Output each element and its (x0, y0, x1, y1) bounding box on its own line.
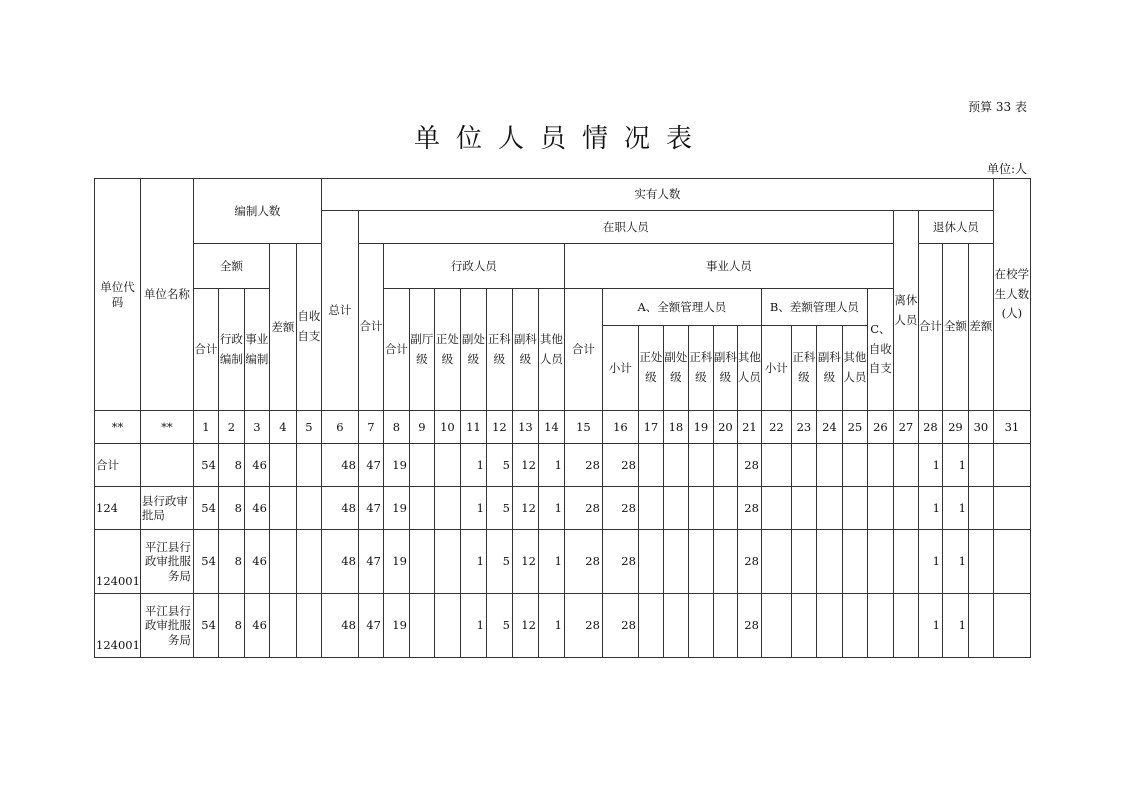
value-cell: 28 (564, 487, 602, 530)
value-cell: 47 (358, 487, 383, 530)
header-xingzheng-bianzhi: 行政编制 (218, 289, 244, 411)
table-row (95, 594, 1031, 658)
value-cell (993, 444, 1030, 487)
value-cell: 1 (918, 530, 942, 594)
value-cell: 28 (737, 530, 761, 594)
value-cell (663, 530, 688, 594)
unit-code-cell: 124001 (95, 594, 141, 658)
value-cell (968, 487, 993, 530)
value-cell: 8 (218, 530, 244, 594)
value-cell: 5 (486, 530, 512, 594)
value-cell (993, 487, 1030, 530)
value-cell (842, 487, 867, 530)
value-cell: 1 (918, 487, 942, 530)
value-cell: 46 (244, 530, 269, 594)
value-cell: 19 (383, 594, 409, 658)
unit-label: 单位:人 (986, 162, 1027, 176)
value-cell: 19 (383, 530, 409, 594)
value-cell (638, 530, 663, 594)
value-cell: 28 (602, 594, 638, 658)
value-cell: 28 (602, 530, 638, 594)
index-cell: 12 (486, 411, 512, 444)
value-cell (713, 444, 737, 487)
header-b-cha-e: B、差额管理人员 (761, 289, 867, 326)
header-shiye-renyuan: 事业人员 (564, 244, 893, 289)
value-cell: 12 (512, 594, 538, 658)
index-cell: 19 (688, 411, 713, 444)
value-cell (269, 487, 296, 530)
header-unit-code: 单位代码 (95, 179, 141, 411)
page-title: 单位人员情况表 (413, 124, 708, 154)
value-cell (842, 594, 867, 658)
value-cell: 8 (218, 487, 244, 530)
personnel-table (94, 178, 1031, 658)
value-cell (993, 530, 1030, 594)
value-cell (296, 444, 321, 487)
value-cell: 28 (737, 487, 761, 530)
value-cell: 28 (737, 444, 761, 487)
value-cell (842, 444, 867, 487)
value-cell (791, 594, 816, 658)
header-fuchu-18: 副处级 (663, 326, 688, 411)
value-cell (761, 487, 791, 530)
value-cell (409, 530, 434, 594)
unit-code-cell: 合计 (95, 444, 141, 487)
value-cell (296, 487, 321, 530)
value-cell: 1 (942, 530, 968, 594)
value-cell (791, 487, 816, 530)
index-cell: 2 (218, 411, 244, 444)
header-cha-e-30: 差额 (968, 244, 993, 411)
header-fuchu: 副处级 (460, 289, 486, 411)
value-cell: 1 (460, 444, 486, 487)
value-cell (842, 530, 867, 594)
value-cell (434, 444, 460, 487)
value-cell: 12 (512, 444, 538, 487)
value-cell: 54 (193, 444, 218, 487)
value-cell: 48 (321, 487, 358, 530)
table-row (95, 444, 1031, 487)
header-quan-e-29: 全额 (942, 244, 968, 411)
value-cell: 1 (538, 444, 564, 487)
value-cell: 1 (942, 487, 968, 530)
value-cell (867, 487, 893, 530)
header-heji-15: 合计 (564, 289, 602, 411)
header-xiaoji-16: 小计 (602, 326, 638, 411)
index-cell: 9 (409, 411, 434, 444)
unit-name-cell (140, 444, 193, 487)
index-cell: 5 (296, 411, 321, 444)
value-cell (968, 444, 993, 487)
value-cell (867, 594, 893, 658)
value-cell (663, 487, 688, 530)
header-heji-2: 合计 (193, 289, 218, 411)
index-cell: 26 (867, 411, 893, 444)
header-lixiu: 离休人员 (893, 211, 918, 411)
value-cell: 5 (486, 444, 512, 487)
value-cell: 1 (538, 530, 564, 594)
unit-name-cell: 县行政审批局 (140, 487, 193, 530)
value-cell (791, 530, 816, 594)
value-cell (688, 444, 713, 487)
value-cell: 47 (358, 444, 383, 487)
value-cell (688, 594, 713, 658)
value-cell (688, 530, 713, 594)
index-cell: 6 (321, 411, 358, 444)
index-cell: 20 (713, 411, 737, 444)
header-a-quan-e: A、全额管理人员 (602, 289, 761, 326)
value-cell: 48 (321, 444, 358, 487)
header-qita-ry: 其他人员 (538, 289, 564, 411)
value-cell: 47 (358, 530, 383, 594)
value-cell (296, 530, 321, 594)
value-cell (269, 594, 296, 658)
value-cell: 47 (358, 594, 383, 658)
index-cell: 13 (512, 411, 538, 444)
value-cell: 8 (218, 594, 244, 658)
value-cell: 28 (602, 444, 638, 487)
value-cell (816, 487, 842, 530)
index-cell: 14 (538, 411, 564, 444)
value-cell: 1 (538, 594, 564, 658)
unit-code-cell: 124001 (95, 530, 141, 594)
value-cell (269, 530, 296, 594)
value-cell: 28 (602, 487, 638, 530)
header-zaizhi: 在职人员 (358, 211, 893, 244)
value-cell: 1 (538, 487, 564, 530)
index-cell: 29 (942, 411, 968, 444)
value-cell: 19 (383, 487, 409, 530)
value-cell: 48 (321, 594, 358, 658)
index-cell: 15 (564, 411, 602, 444)
value-cell: 12 (512, 530, 538, 594)
header-zhengke: 正科级 (486, 289, 512, 411)
value-cell: 1 (942, 444, 968, 487)
value-cell: 5 (486, 487, 512, 530)
value-cell: 8 (218, 444, 244, 487)
value-cell (993, 594, 1030, 658)
header-qita-25: 其他人员 (842, 326, 867, 411)
value-cell (968, 530, 993, 594)
index-cell: 4 (269, 411, 296, 444)
index-cell: 17 (638, 411, 663, 444)
value-cell: 1 (460, 487, 486, 530)
value-cell (296, 594, 321, 658)
value-cell: 48 (321, 530, 358, 594)
header-heji-28: 合计 (918, 244, 942, 411)
value-cell (867, 530, 893, 594)
header-tuixiu: 退休人员 (918, 211, 993, 244)
index-cell: 7 (358, 411, 383, 444)
header-c-zishou: C、自收自支 (867, 289, 893, 411)
value-cell (867, 444, 893, 487)
header-fuke-24: 副科级 (816, 326, 842, 411)
index-cell: 8 (383, 411, 409, 444)
value-cell (663, 444, 688, 487)
header-futing: 副厅级 (409, 289, 434, 411)
header-heji-8: 合计 (383, 289, 409, 411)
value-cell (761, 594, 791, 658)
value-cell (409, 594, 434, 658)
value-cell: 54 (193, 594, 218, 658)
header-shiye-bianzhi: 事业编制 (244, 289, 269, 411)
value-cell (663, 594, 688, 658)
header-zaixiao: 在校学生人数(人) (993, 179, 1030, 411)
value-cell (638, 444, 663, 487)
value-cell (713, 487, 737, 530)
index-cell: 11 (460, 411, 486, 444)
index-cell: 10 (434, 411, 460, 444)
value-cell (893, 444, 918, 487)
table-row (95, 487, 1031, 530)
value-cell (409, 444, 434, 487)
value-cell (638, 487, 663, 530)
header-heji-7: 合计 (358, 244, 383, 411)
value-cell (816, 444, 842, 487)
value-cell (761, 444, 791, 487)
value-cell (713, 530, 737, 594)
index-cell: 25 (842, 411, 867, 444)
header-xiaoji-22: 小计 (761, 326, 791, 411)
value-cell: 1 (460, 530, 486, 594)
value-cell (791, 444, 816, 487)
index-cell: 24 (816, 411, 842, 444)
value-cell: 28 (564, 594, 602, 658)
value-cell: 28 (737, 594, 761, 658)
value-cell (409, 487, 434, 530)
value-cell (893, 487, 918, 530)
value-cell (434, 487, 460, 530)
table-code: 预算 33 表 (968, 100, 1027, 114)
value-cell (816, 594, 842, 658)
index-cell: 31 (993, 411, 1030, 444)
index-cell: ** (95, 411, 141, 444)
header-zhengke-19: 正科级 (688, 326, 713, 411)
header-fuke: 副科级 (512, 289, 538, 411)
value-cell (893, 594, 918, 658)
value-cell (269, 444, 296, 487)
header-quan-e: 全额 (193, 244, 269, 289)
index-cell: 1 (193, 411, 218, 444)
header-xingzheng-renyuan: 行政人员 (383, 244, 564, 289)
header-cha-e: 差额 (269, 244, 296, 411)
value-cell: 5 (486, 594, 512, 658)
header-zongji: 总计 (321, 211, 358, 411)
unit-name-cell: 平江县行政审批服务局 (140, 594, 193, 658)
value-cell (688, 487, 713, 530)
header-shiyou: 实有人数 (321, 179, 993, 211)
value-cell: 12 (512, 487, 538, 530)
value-cell (434, 594, 460, 658)
value-cell (434, 530, 460, 594)
index-cell: 21 (737, 411, 761, 444)
index-cell: 3 (244, 411, 269, 444)
value-cell (968, 594, 993, 658)
value-cell: 46 (244, 487, 269, 530)
index-cell: 22 (761, 411, 791, 444)
value-cell: 1 (918, 444, 942, 487)
value-cell: 46 (244, 444, 269, 487)
index-cell: 16 (602, 411, 638, 444)
index-cell: 28 (918, 411, 942, 444)
header-bianzhi: 编制人数 (193, 179, 321, 244)
value-cell: 28 (564, 530, 602, 594)
value-cell: 46 (244, 594, 269, 658)
index-cell: 23 (791, 411, 816, 444)
value-cell (761, 530, 791, 594)
value-cell: 54 (193, 487, 218, 530)
value-cell (713, 594, 737, 658)
header-fuke-20: 副科级 (713, 326, 737, 411)
index-cell: 27 (893, 411, 918, 444)
index-cell: 18 (663, 411, 688, 444)
unit-code-cell: 124 (95, 487, 141, 530)
unit-name-cell: 平江县行政审批服务局 (140, 530, 193, 594)
value-cell: 1 (460, 594, 486, 658)
header-zhengke-23: 正科级 (791, 326, 816, 411)
table-row (95, 530, 1031, 594)
value-cell (816, 530, 842, 594)
header-unit-name: 单位名称 (140, 179, 193, 411)
index-row (95, 411, 1031, 444)
value-cell: 1 (918, 594, 942, 658)
header-zhengchu: 正处级 (434, 289, 460, 411)
header-zishou-zizhi: 自收自支 (296, 244, 321, 411)
header-zhengchu-17: 正处级 (638, 326, 663, 411)
value-cell (893, 530, 918, 594)
index-cell: ** (140, 411, 193, 444)
value-cell: 54 (193, 530, 218, 594)
header-qita-21: 其他人员 (737, 326, 761, 411)
data-body (95, 444, 1031, 658)
index-cell: 30 (968, 411, 993, 444)
value-cell: 19 (383, 444, 409, 487)
value-cell: 1 (942, 594, 968, 658)
value-cell: 28 (564, 444, 602, 487)
value-cell (638, 594, 663, 658)
